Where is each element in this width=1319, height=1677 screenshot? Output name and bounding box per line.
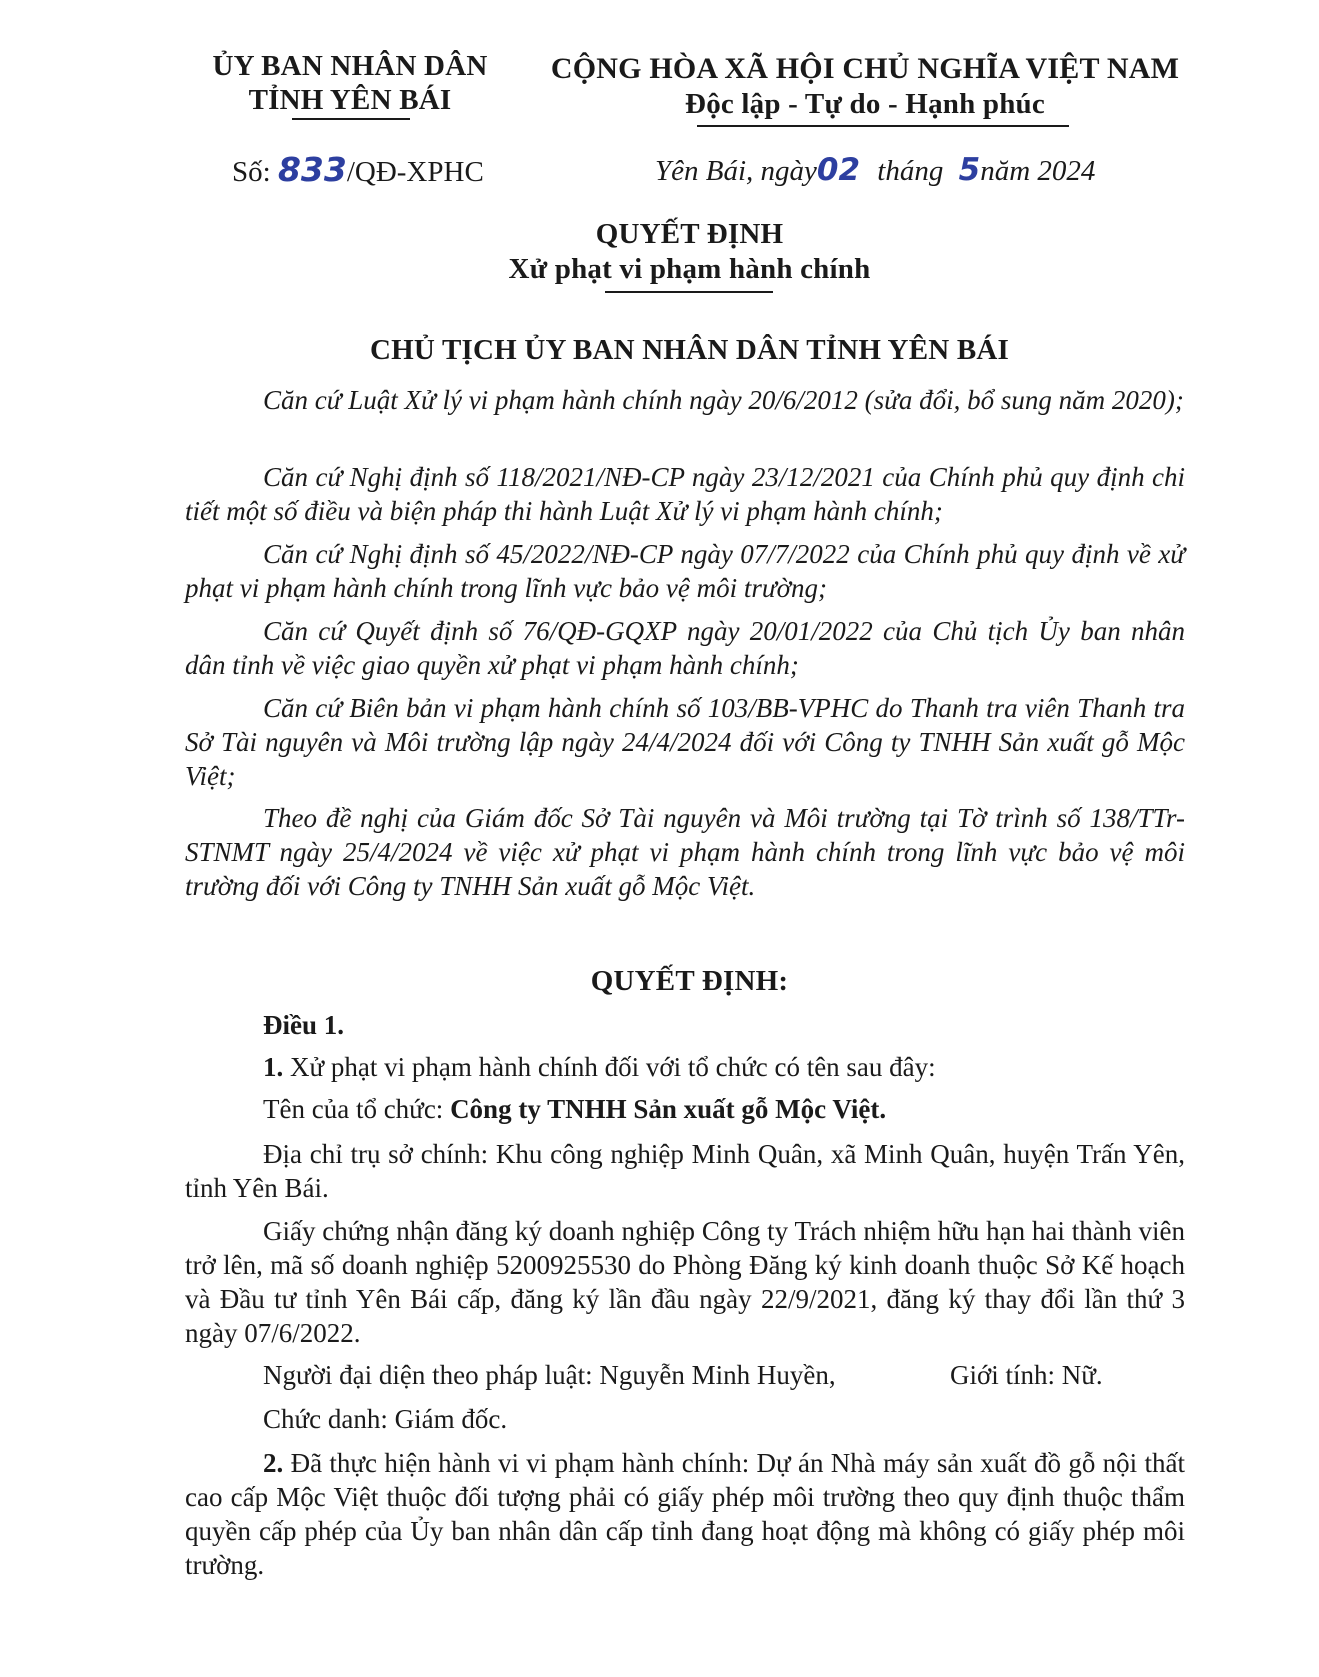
article-item-1 xyxy=(263,1052,936,1083)
date-month-word: tháng xyxy=(877,155,944,187)
item-2-text: Đã thực hiện hành vi vi phạm hành chính: Dự án Nhà máy sản xuất đồ gỗ nội thất cao cấp Mộc Việt thuộc đối tượng phải có giấy phép môi trường theo quy định thuộc thẩm quyền cấp phép của Ủy ban nhân dân cấp tỉnh đang hoạt động mà không có giấy phép môi trường. xyxy=(185,1448,1185,1580)
registration-paragraph: Giấy chứng nhận đăng ký doanh nghiệp Công ty Trách nhiệm hữu hạn hai thành viên trở lên, mã số doanh nghiệp 5200925530 do Phòng Đăng ký kinh doanh thuộc Sở Kế hoạch và Đầu tư tỉnh Yên Bái cấp, đăng ký lần đầu ngày 22/9/2021, đăng ký thay đổi lần thứ 3 ngày 07/6/2022. xyxy=(185,1216,1185,1348)
agency-underline xyxy=(292,118,410,120)
agency-line-2: TỈNH YÊN BÁI xyxy=(248,84,452,116)
number-suffix: /QĐ-XPHC xyxy=(346,156,484,188)
decision-title: QUYẾT ĐỊNH xyxy=(595,218,784,250)
decision-heading: QUYẾT ĐỊNH: xyxy=(590,965,789,997)
subtitle-underline xyxy=(605,291,773,293)
document-date xyxy=(655,152,1095,188)
date-day-handwritten: 02 xyxy=(816,152,861,188)
preamble-2: Căn cứ Nghị định số 118/2021/NĐ-CP ngày 23/12/2021 của Chính phủ quy định chi tiết một số điều và biện pháp thi hành Luật Xử lý vi phạm hành chính; xyxy=(185,462,1185,526)
preamble-6: Theo đề nghị của Giám đốc Sở Tài nguyên và Môi trường tại Tờ trình số 138/TTr-STNMT ngày 25/4/2024 về việc xử phạt vi phạm hành chính trong lĩnh vực bảo vệ môi trường đối với Công ty TNHH Sản xuất gỗ Mộc Việt. xyxy=(185,803,1185,901)
gender-line: Giới tính: Nữ. xyxy=(950,1360,1103,1390)
item-1-text: Xử phạt vi phạm hành chính đối với tổ chức có tên sau đây: xyxy=(290,1052,936,1082)
agency-line-1: ỦY BAN NHÂN DÂN xyxy=(212,50,488,82)
decision-subtitle: Xử phạt vi phạm hành chính xyxy=(508,253,871,285)
number-handwritten: 833 xyxy=(277,150,347,189)
preamble-5: Căn cứ Biên bản vi phạm hành chính số 103/BB-VPHC do Thanh tra viên Thanh tra Sở Tài nguyên và Môi trường lập ngày 24/4/2024 đối với Công ty TNHH Sản xuất gỗ Mộc Việt; xyxy=(185,693,1185,791)
document-number xyxy=(232,150,484,189)
date-year: năm 2024 xyxy=(980,155,1096,187)
article-heading: Điều 1. xyxy=(263,1010,344,1040)
preamble-1: Căn cứ Luật Xử lý vi phạm hành chính ngày 20/6/2012 (sửa đổi, bổ sung năm 2020); xyxy=(263,385,1184,415)
nation-line-2: Độc lập - Tự do - Hạnh phúc xyxy=(685,88,1045,120)
nation-underline xyxy=(697,125,1069,127)
organization-line xyxy=(263,1094,886,1125)
issuer-title: CHỦ TỊCH ỦY BAN NHÂN DÂN TỈNH YÊN BÁI xyxy=(369,334,1010,366)
preamble-4: Căn cứ Quyết định số 76/QĐ-GQXP ngày 20/01/2022 của Chủ tịch Ủy ban nhân dân tỉnh về việc giao quyền xử phạt vi phạm hành chính; xyxy=(185,616,1185,680)
position-line: Chức danh: Giám đốc. xyxy=(263,1404,508,1434)
nation-line-1: CỘNG HÒA XÃ HỘI CHỦ NGHĨA VIỆT NAM xyxy=(550,52,1180,85)
preamble-3: Căn cứ Nghị định số 45/2022/NĐ-CP ngày 07/7/2022 của Chính phủ quy định về xử phạt vi phạm hành chính trong lĩnh vực bảo vệ môi trường; xyxy=(185,539,1185,603)
organization-name: Công ty TNHH Sản xuất gỗ Mộc Việt. xyxy=(450,1094,887,1124)
number-prefix: Số: xyxy=(232,156,271,188)
date-month-handwritten: 5 xyxy=(958,152,981,188)
address-paragraph: Địa chỉ trụ sở chính: Khu công nghiệp Minh Quân, xã Minh Quân, huyện Trấn Yên, tỉnh Yên Bái. xyxy=(185,1139,1185,1203)
item-1-number: 1. xyxy=(263,1052,284,1082)
item-2-number: 2. xyxy=(263,1448,284,1478)
representative-line: Người đại diện theo pháp luật: Nguyễn Minh Huyền, xyxy=(263,1360,836,1390)
date-place: Yên Bái, ngày xyxy=(655,155,817,187)
organization-label: Tên của tổ chức: xyxy=(263,1094,444,1124)
article-item-2 xyxy=(185,1446,1185,1582)
